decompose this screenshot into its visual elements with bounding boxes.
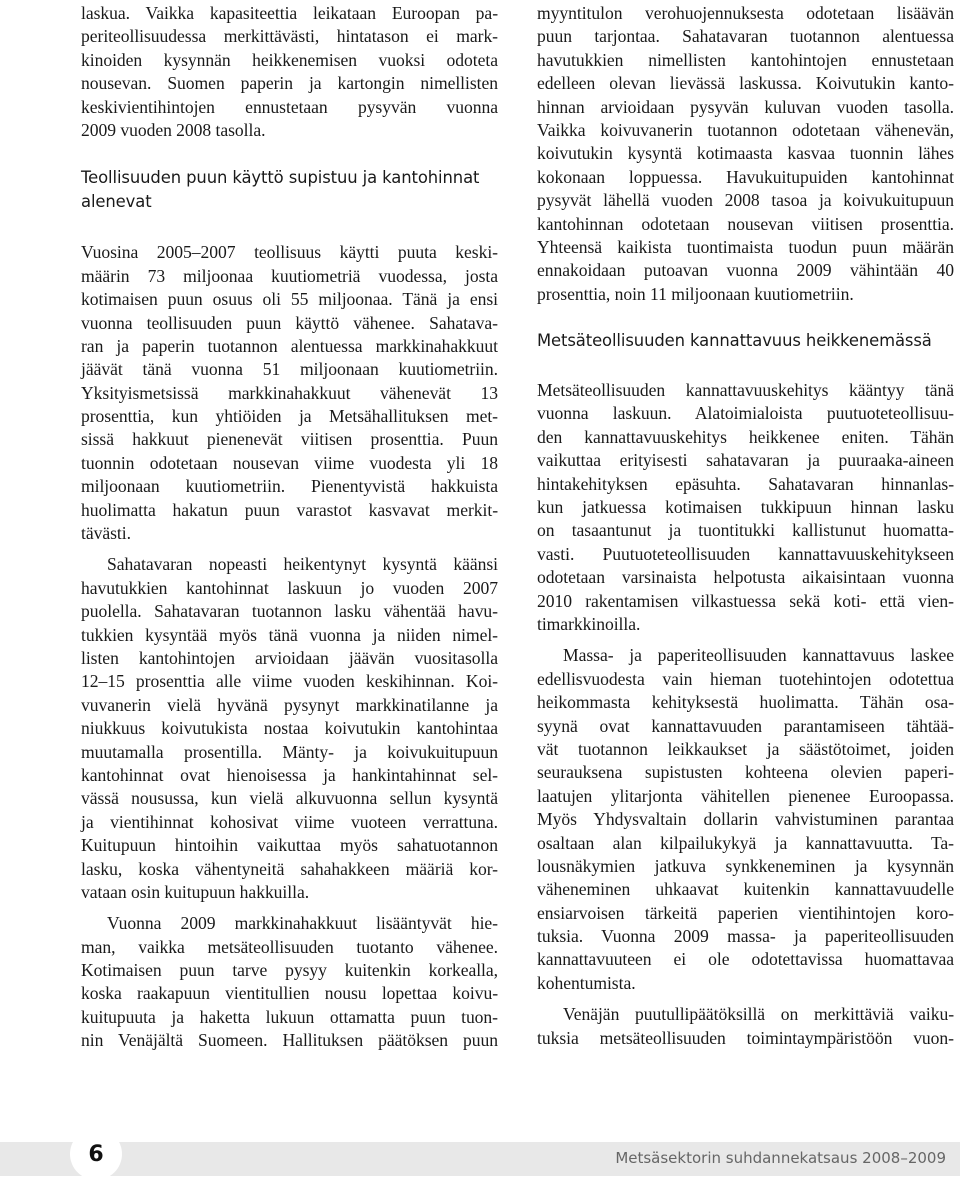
text-line: myyntitulon verohuojennuksesta odotetaan lisäävän	[537, 3, 954, 23]
text-line: tukkien kysyntää myös tänä vuonna ja niiden nimel-	[81, 624, 498, 645]
text-line: puun tarjontaa. Sahatavaran tuotannon alentuessa	[537, 26, 954, 47]
text-line: 12–15 prosenttia alle viime vuoden keskihinnan. Koi-	[81, 671, 498, 692]
section-heading-profitability	[537, 329, 954, 353]
text-line: nousevan. Suomen paperin ja kartongin nimellisten	[81, 73, 498, 94]
text-line: Metsäteollisuuden kannattavuuskehitys kääntyy tänä	[537, 380, 954, 401]
text-line: vässä nousussa, kun vielä alkuvuonna sellun kysyntä	[81, 788, 498, 809]
text-line: heikommasta kehityksestä huolimatta. Tähän osa-	[537, 692, 954, 713]
text-line: odotetaan varsinaista helpotusta aikaisintaan vuonna	[537, 567, 954, 588]
text-line: ran ja paperin tuotannon alentuessa markkinahakkuut	[81, 335, 498, 356]
text-line: seurauksena supistusten kohteena olevien paperi-	[537, 762, 954, 783]
text-line: prosenttia, noin 11 miljoonaan kuutiometriin.	[537, 283, 854, 304]
text-line: vuvanerin vielä hyvänä pysynyt markkinatilanne ja	[81, 694, 498, 715]
text-line: 2009 vuoden 2008 tasolla.	[81, 119, 266, 140]
text-line: on tasaantunut ja tuontitukki kallistunut huomatta-	[537, 520, 954, 541]
text-line: kinoiden kysynnän heikkenemisen vuoksi odoteta	[81, 49, 498, 70]
paragraph-sawnwood-demand	[81, 553, 498, 904]
text-line: miljoonaan kuutiometriin. Pienentyvistä hakkuista	[81, 476, 498, 497]
text-line: periteollisuudessa merkittävästi, hintatason ei mark-	[81, 26, 498, 47]
text-line: Sahatavaran nopeasti heikentynyt kysyntä käänsi	[107, 554, 498, 575]
text-line: muutamalla prosentilla. Mänty- ja koivukuitupuun	[81, 741, 498, 762]
section-heading-text: Metsäteollisuuden kannattavuus heikkenemässä	[537, 331, 932, 351]
paragraph-industry-profitability	[537, 379, 954, 636]
page-number: 6	[70, 1128, 122, 1180]
text-line: osaltaan alan kilpailukykyä ja kannattavuutta. Ta-	[537, 832, 954, 853]
text-line: Massa- ja paperiteollisuuden kannattavuus laskee	[563, 645, 954, 666]
text-line: lousnäkymien jatkuva synkkeneminen ja kysynnän	[537, 855, 954, 876]
text-line: Vuosina 2005–2007 teollisuus käytti puuta keski-	[81, 242, 498, 263]
text-line: laskua. Vaikka kapasiteettia leikataan Euroopan pa-	[81, 3, 498, 23]
text-line: tuonnin odotetaan nousevan viime vuodesta yli 18	[81, 452, 498, 473]
text-line: syynä ovat kannattavuuden parantamiseen tähtää-	[537, 715, 954, 736]
text-line: kantohinnan odotetaan nousevan viitisen prosenttia.	[537, 213, 954, 234]
text-line: tuksia metsäteollisuuden toimintaympäristöön vuon-	[537, 1027, 954, 1048]
text-line: vaikuttaa erityisesti sahatavaran ja puuraaka-aineen	[537, 450, 954, 471]
paragraph-pulp-paper	[537, 644, 954, 995]
section-heading-line: alenevat	[81, 192, 152, 212]
text-line: kantohinnat ovat hienoisessa ja hankintahinnat sel-	[81, 764, 498, 785]
text-line: vuonna teollisuuden puun käyttö vähenee. Sahatava-	[81, 312, 498, 333]
text-line: kun jatkuessa kotimaisen tukkipuun hinnan lasku	[537, 497, 954, 518]
text-line: havutukkien kantohinnat laskuun jo vuoden 2007	[81, 577, 498, 598]
text-line: koivutukin kysyntä kotimaasta kasvaa tuonnin lähes	[537, 143, 954, 164]
text-line: timarkkinoilla.	[537, 613, 641, 634]
text-line: listen kantohintojen arvioidaan jäävän vuositasolla	[81, 647, 498, 668]
text-line: man, vaikka metsäteollisuuden tuotanto vähenee.	[81, 936, 498, 957]
text-line: Yksityismetsissä markkinahakkuut vähenevät 13	[81, 382, 498, 403]
text-line: nin Venäjältä Suomeen. Hallituksen päätöksen puun	[81, 1030, 498, 1051]
publication-title: Metsäsektorin suhdannekatsaus 2008–2009	[615, 1149, 946, 1167]
text-line: ja vientihinnat kohosivat viime vuoteen verrattuna.	[81, 811, 498, 832]
paragraph-wood-use	[81, 241, 498, 545]
paragraph-2009-harvests	[81, 912, 498, 1052]
intro-paragraph	[81, 2, 498, 142]
text-line: hinnan arvioidaan pysyvän kuluvan vuoden tasolla.	[537, 96, 954, 117]
text-line: vät tuotannon leikkaukset ja säästötoimet, joiden	[537, 738, 954, 759]
paragraph-tax-relief	[537, 2, 954, 306]
paragraph-russian-tariffs	[537, 1003, 954, 1050]
text-line: puolella. Sahatavaran tuotannon lasku vähentää havu-	[81, 601, 498, 622]
text-line: havutukkien nimellisten kantohintojen ennustetaan	[537, 49, 954, 70]
text-line: väheneminen uhkaavat kuitenkin kannattavuudelle	[537, 879, 954, 900]
section-heading-wood-use	[81, 166, 498, 214]
left-column	[81, 0, 498, 1053]
text-line: prosenttia, kun yhtiöiden ja Metsähallituksen met-	[81, 406, 498, 427]
text-line: edelleen olevan lievässä laskussa. Koivutukin kanto-	[537, 73, 954, 94]
text-line: jäävät tänä vuonna 51 miljoonaan kuutiometriin.	[81, 359, 498, 380]
text-line: edellisvuodesta vain hieman tuotehintojen odotettua	[537, 668, 954, 689]
text-line: niukkuus koivutukista nostaa koivutukin kantohintaa	[81, 718, 498, 739]
text-line: Yhteensä kaikista tuontimaista tuodun puun määrän	[537, 236, 954, 257]
text-line: sissä hakkuut pienenevät viitisen prosenttia. Puun	[81, 429, 498, 450]
section-heading-line: Teollisuuden puun käyttö supistuu ja kantohinnat	[81, 168, 480, 188]
text-line: kotimaisen puun osuus oli 55 miljoonaa. Tänä ja ensi	[81, 289, 498, 310]
text-line: ennakoidaan putoavan vuonna 2009 vähintään 40	[537, 260, 954, 281]
text-line: Vaikka koivuvanerin tuotannon odotetaan vähenevän,	[537, 119, 954, 140]
text-line: 2010 rakentamisen vilkastuessa sekä koti- että vien-	[537, 590, 954, 611]
text-line: kokonaan loppuessa. Havukuitupuiden kantohinnat	[537, 166, 954, 187]
text-line: Vuonna 2009 markkinahakkuut lisääntyvät hie-	[107, 913, 498, 934]
text-line: laatujen ylitarjonta vähitellen pienenee Euroopassa.	[537, 785, 954, 806]
text-line: kannattavuuteen ei ole odotettavissa huomattavaa	[537, 949, 954, 970]
text-line: vataan osin kuitupuun hakkuilla.	[81, 881, 310, 902]
text-line: den kannattavuuskehitys heikkenee eniten. Tähän	[537, 426, 954, 447]
text-line: tävästi.	[81, 523, 131, 544]
text-line: vasti. Puutuoteteollisuuden kannattavuuskehitykseen	[537, 543, 954, 564]
text-line: Kotimaisen puun tarve pysyy kuitenkin korkealla,	[81, 960, 498, 981]
text-line: koska raakapuun vientitullien nousu lopettaa koivu-	[81, 983, 498, 1004]
text-line: Myös Yhdysvaltain dollarin vahvistuminen parantaa	[537, 809, 954, 830]
text-line: Venäjän puutullipäätöksillä on merkittäviä vaiku-	[563, 1004, 954, 1025]
text-line: Kuitupuun hintoihin vaikuttaa myös sahatuotannon	[81, 835, 498, 856]
right-column	[537, 0, 954, 1050]
text-line: vuonna laskuun. Alatoimialoista puutuoteteollisuu-	[537, 403, 954, 424]
text-line: ensiarvoisen tärkeitä paperien vientihintojen koro-	[537, 902, 954, 923]
text-line: pysyvät lähellä vuoden 2008 tasoa ja koivukuitupuun	[537, 190, 954, 211]
text-line: tuksia. Vuonna 2009 massa- ja paperiteollisuuden	[537, 926, 954, 947]
text-line: keskivientihintojen ennustetaan pysyvän vuonna	[81, 96, 498, 117]
text-line: hintakehityksen epäsuhta. Sahatavaran hinnanlas-	[537, 473, 954, 494]
text-line: lasku, koska vähentyneitä sahahakkeen määriä kor-	[81, 858, 498, 879]
text-line: huolimatta hakatun puun varastot kasvavat merkit-	[81, 499, 498, 520]
text-line: määrin 73 miljoonaa kuutiometriä vuodessa, josta	[81, 265, 498, 286]
text-line: kohentumista.	[537, 972, 636, 993]
text-line: kuitupuuta ja haketta lukuun ottamatta puun tuon-	[81, 1006, 498, 1027]
